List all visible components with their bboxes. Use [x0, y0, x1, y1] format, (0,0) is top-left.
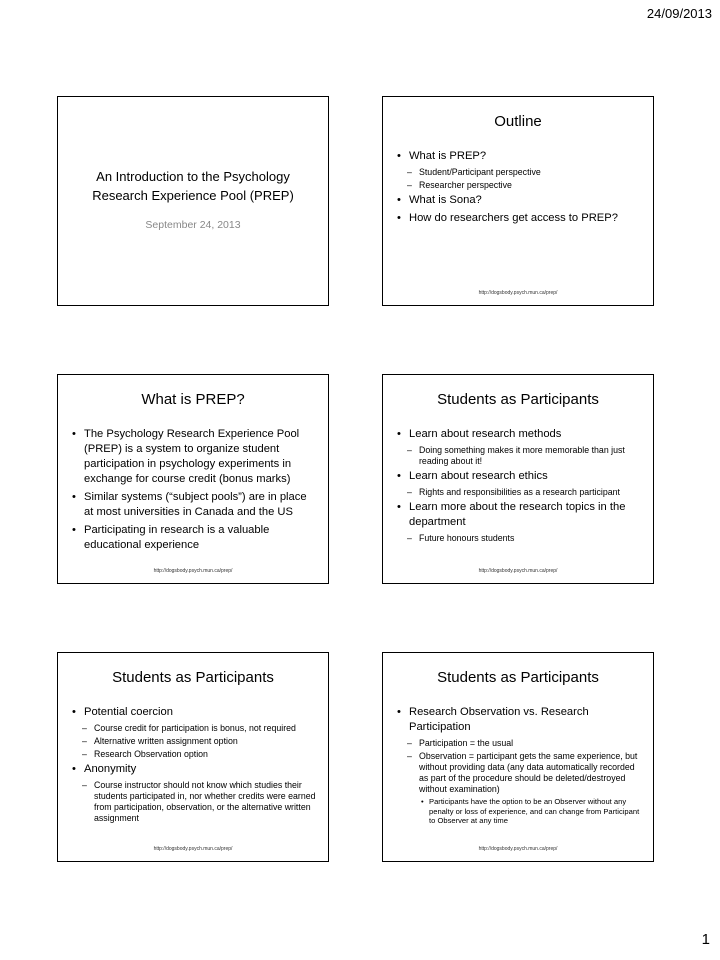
slide-body — [397, 149, 643, 229]
sub-bullet-item: – Course credit for participation is bonus, not required — [72, 723, 318, 734]
sub-bullet-item: – Researcher perspective — [397, 180, 643, 191]
slide-body — [397, 427, 643, 546]
slide-footer-url: http://dogsbody.psych.mun.ca/prep/ — [478, 568, 558, 574]
bullet-item: • Anonymity — [72, 762, 318, 777]
bullet-item: • Participating in research is a valuable educational experience — [72, 523, 318, 553]
slide-heading: Students as Participants — [112, 669, 274, 686]
bullet-item: • What is PREP? — [397, 149, 643, 164]
sub-bullet-item: – Future honours students — [397, 533, 643, 544]
sub-bullet-item: – Student/Participant perspective — [397, 167, 643, 178]
bullet-item: • Research Observation vs. Research Participation — [397, 705, 643, 735]
sub-bullet-item: – Participation = the usual — [397, 738, 643, 749]
slide-heading: Outline — [494, 113, 542, 130]
slide-footer-url: http://dogsbody.psych.mun.ca/prep/ — [478, 290, 558, 296]
slide-heading: What is PREP? — [141, 391, 245, 408]
presentation-title — [68, 167, 318, 205]
slide-body — [72, 705, 318, 826]
slide-heading: Students as Participants — [437, 391, 599, 408]
slide-body — [397, 705, 643, 828]
slide-outline — [382, 96, 654, 306]
bullet-item: • Learn about research ethics — [397, 469, 643, 484]
bullet-item: • The Psychology Research Experience Pool (PREP) is a system to organize student participation in psychology experiments in exchange for course credit (bonus marks) — [72, 427, 318, 487]
sub-bullet-item: – Course instructor should not know which studies their students participated in, nor whether credits were earned from participation, observation, or the alternative written assignment — [72, 780, 318, 824]
sub-bullet-item: – Rights and responsibilities as a research participant — [397, 487, 643, 498]
bullet-item: • Learn more about the research topics in the department — [397, 500, 643, 530]
slide-what-is-prep — [57, 374, 329, 584]
bullet-item: • Learn about research methods — [397, 427, 643, 442]
bullet-item: • How do researchers get access to PREP? — [397, 211, 643, 226]
sub-sub-bullet-item: • Participants have the option to be an Observer without any penalty or loss of experience, and can change from Participant to Observer at any time — [397, 797, 643, 826]
slide-body — [72, 427, 318, 556]
slide-footer-url: http://dogsbody.psych.mun.ca/prep/ — [153, 568, 233, 574]
sub-bullet-item: – Doing something makes it more memorable than just reading about it! — [397, 445, 643, 467]
sub-bullet-item: – Alternative written assignment option — [72, 736, 318, 747]
sub-bullet-item: – Observation = participant gets the same experience, but without providing data (any data automatically recorded as part of the procedure should be deleted/destroyed without examination) — [397, 751, 643, 795]
slide-heading: Students as Participants — [437, 669, 599, 686]
print-date: 24/09/2013 — [646, 6, 712, 21]
presentation-title-line: Research Experience Pool (PREP) — [92, 188, 294, 203]
presentation-title-line: An Introduction to the Psychology — [96, 169, 290, 184]
bullet-item: • Similar systems (“subject pools”) are in place at most universities in Canada and the US — [72, 490, 318, 520]
slide-footer-url: http://dogsbody.psych.mun.ca/prep/ — [153, 846, 233, 852]
sub-bullet-item: – Research Observation option — [72, 749, 318, 760]
bullet-item: • What is Sona? — [397, 193, 643, 208]
slide-students-as-participants — [57, 652, 329, 862]
slide-students-as-participants — [382, 374, 654, 584]
slide-students-as-participants — [382, 652, 654, 862]
bullet-item: • Potential coercion — [72, 705, 318, 720]
slide-footer-url: http://dogsbody.psych.mun.ca/prep/ — [478, 846, 558, 852]
presentation-date: September 24, 2013 — [145, 219, 241, 231]
page-number: 1 — [701, 931, 710, 948]
slide-title — [57, 96, 329, 306]
